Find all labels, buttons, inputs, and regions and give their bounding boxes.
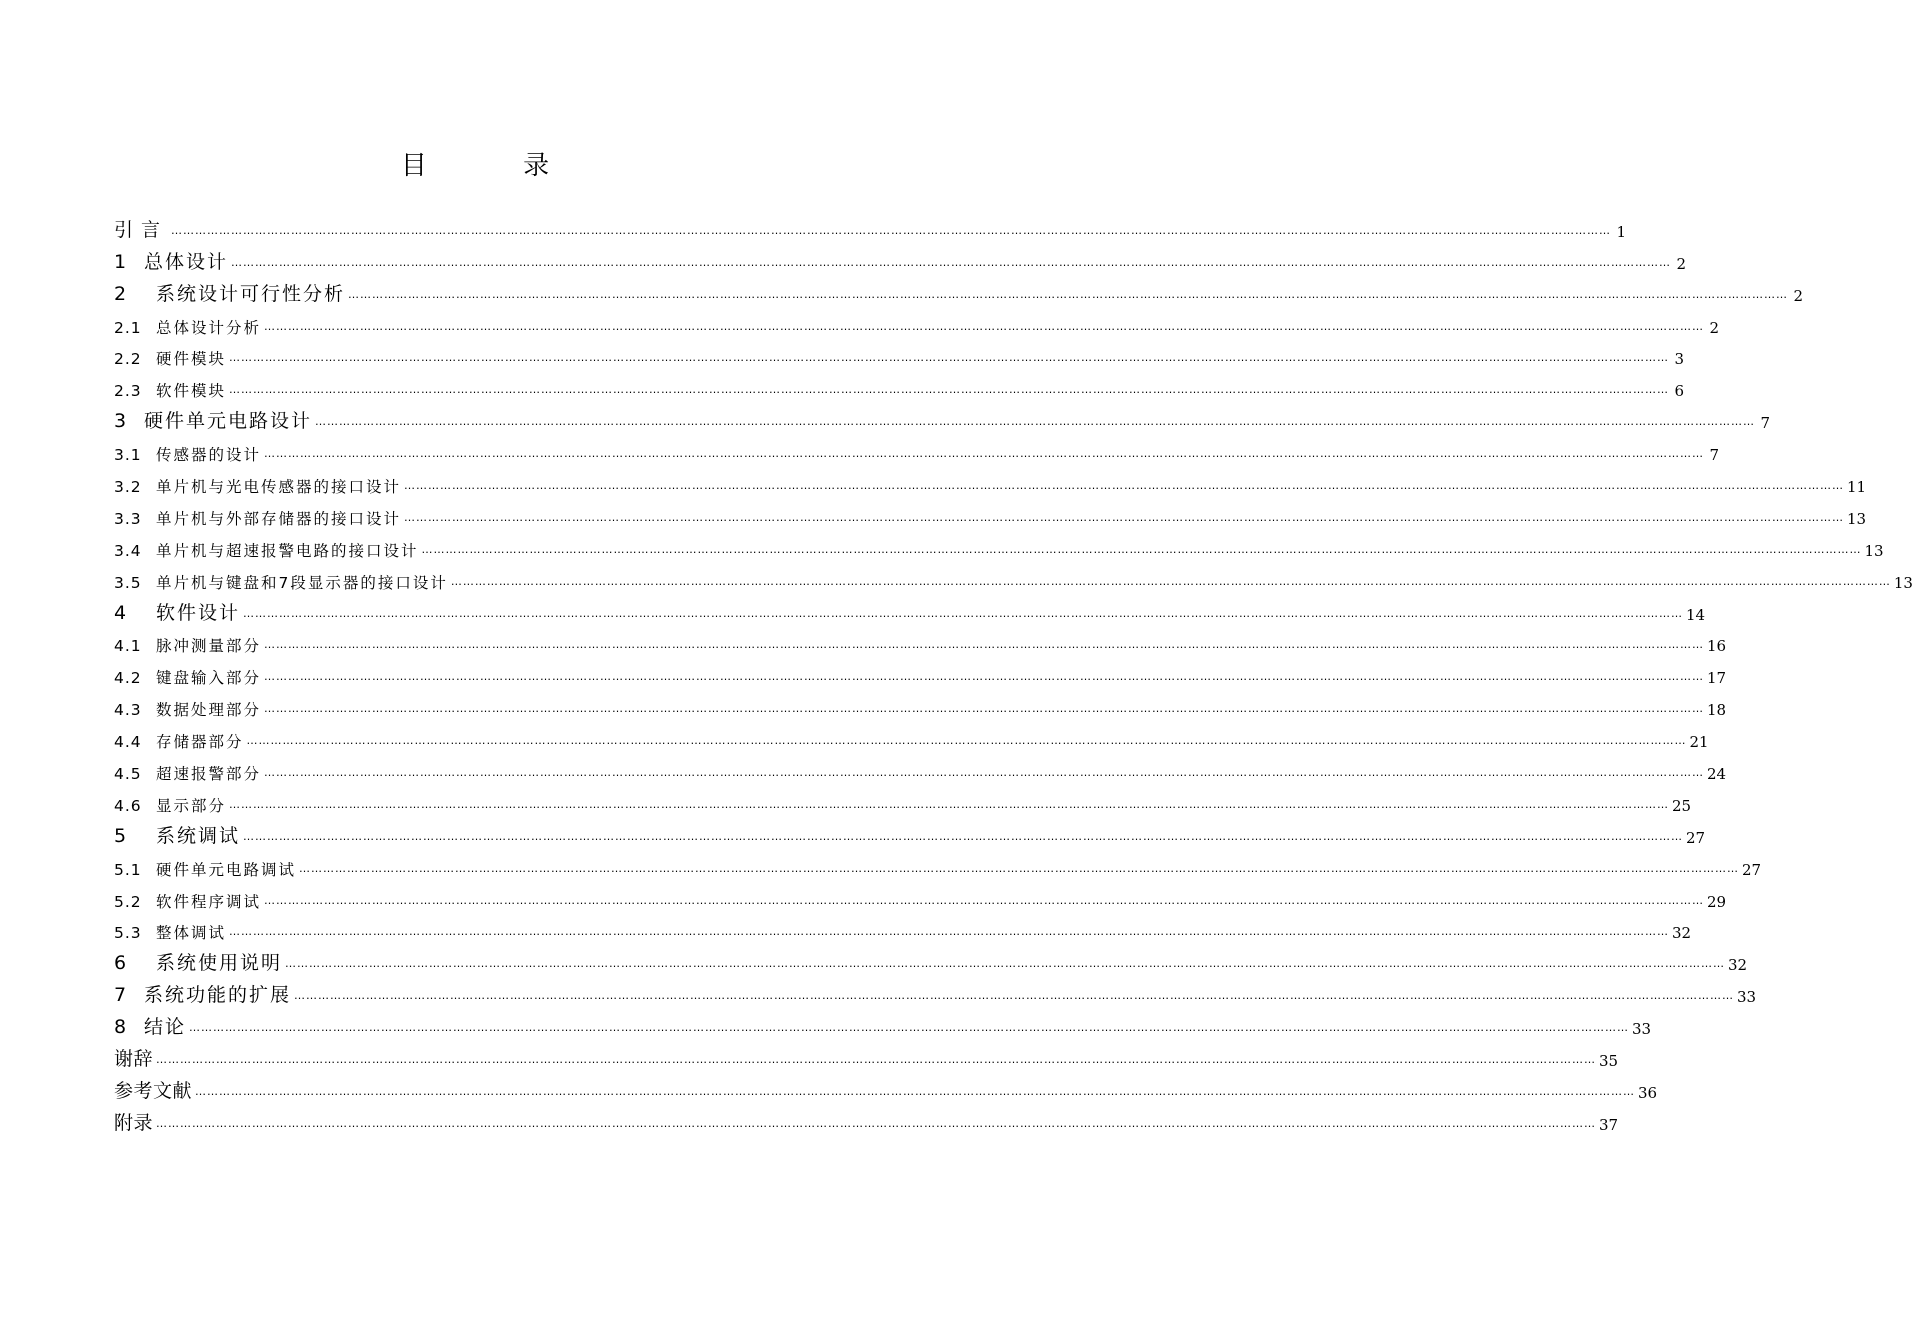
toc-entry-label [114,279,345,306]
toc-entry-label [114,406,312,433]
toc-dot-leader: ……………………………………………………………………………………………………………………………………………………………………………………………………………………………………………………………………………………………………………………………… [156,1053,1597,1067]
toc-entry-number: 4.5 [114,765,142,784]
toc-entry[interactable] [114,433,1720,465]
toc-entry-text: 总体设计分析 [156,318,262,337]
toc-entry-text: 传感器的设计 [156,446,262,465]
toc-entry[interactable] [114,1039,1619,1071]
toc-entry-text: 参考文献 [114,1079,193,1102]
toc-title: 目 录 [400,151,594,181]
toc-entry-text: 数据处理部分 [156,701,262,720]
toc-entry-text: 显示部分 [156,796,227,815]
toc-page-number: 17 [1707,669,1727,688]
toc-entry-label [114,794,226,816]
toc-entry-number: 4.6 [114,796,142,815]
toc-dot-leader: ……………………………………………………………………………………………………………………………………………………………………………………………………………………………………………………………………………………………………………………………… [264,893,1705,907]
toc-entry-number: 2.1 [114,318,142,337]
toc-entry-number: 2.2 [114,350,142,369]
toc-entry-text: 存储器部分 [156,733,244,752]
toc-entry-number: 5.2 [114,892,142,911]
toc-entry-label [114,1044,153,1071]
toc-page-number: 13 [1847,509,1867,528]
toc-entry-label [114,1076,192,1103]
toc-page-number: 35 [1599,1052,1619,1071]
toc-page-number: 27 [1686,828,1706,847]
toc-entry-number: 3.2 [114,478,142,497]
toc-entry-label [114,507,401,529]
toc-entry-label [114,539,419,561]
toc-page-number: 13 [1893,573,1913,592]
toc-page-number: 6 [1674,382,1685,401]
toc-dot-leader: ……………………………………………………………………………………………………………………………………………………………………………………………………………………………………………………………………………………………………………………………… [264,638,1705,652]
toc-page-number: 7 [1709,446,1720,465]
toc-entry-text: 谢辞 [114,1048,154,1071]
toc-page-number: 16 [1707,637,1727,656]
toc-entry-number: 4.2 [114,669,142,688]
toc-page-number: 27 [1742,860,1762,879]
toc-entry-number: 5 [114,824,129,847]
toc-entry-label [114,571,448,593]
toc-entry-label [114,316,261,338]
toc-entry-text: 整体调试 [156,924,227,943]
toc-entry[interactable] [114,1007,1652,1039]
toc-list [114,210,1913,1135]
toc-entry[interactable] [114,306,1720,338]
toc-entry-text: 单片机与外部存储器的接口设计 [156,509,402,528]
toc-entry[interactable] [114,529,1884,561]
toc-entry-number: 5.1 [114,860,142,879]
toc-entry[interactable] [114,912,1692,944]
toc-page-number: 2 [1709,318,1720,337]
toc-entry[interactable] [114,274,1804,306]
toc-entry[interactable] [114,497,1867,529]
toc-page-number: 2 [1676,254,1687,273]
toc-entry[interactable] [114,593,1706,625]
toc-entry-label [114,821,240,848]
toc-entry-text: 单片机与键盘和7段显示器的接口设计 [156,573,448,592]
toc-entry[interactable] [114,656,1727,688]
toc-dot-leader: ……………………………………………………………………………………………………………………………………………………………………………………………………………………………………………………………………………………………………………………………… [195,1084,1636,1098]
toc-page-number: 33 [1737,988,1757,1007]
toc-page-number: 32 [1672,924,1692,943]
toc-entry-text: 键盘输入部分 [156,669,262,688]
toc-entry-label [114,666,261,688]
toc-entry-label [114,890,261,912]
toc-entry-number: 4.4 [114,733,142,752]
toc-entry[interactable] [114,975,1757,1007]
toc-dot-leader: ……………………………………………………………………………………………………………………………………………………………………………………………………………………………………………………………………………………………………………………………… [229,351,1670,365]
toc-dot-leader: ……………………………………………………………………………………………………………………………………………………………………………………………………………………………………………………………………………………………………………………………… [264,702,1705,716]
toc-entry-label [114,443,261,465]
toc-dot-leader: ……………………………………………………………………………………………………………………………………………………………………………………………………………………………………………………………………………………………………………………………… [264,447,1705,461]
toc-entry-label [114,698,261,720]
toc-entry-number: 4.3 [114,701,142,720]
toc-entry-label [114,980,291,1007]
toc-entry-number: 2.3 [114,382,142,401]
toc-dot-leader: ……………………………………………………………………………………………………………………………………………………………………………………………………………………………………………………………………………………………………………………………… [264,670,1705,684]
toc-entry-label [114,762,261,784]
toc-entry-text: 引言 [114,218,169,241]
toc-entry-number: 3.5 [114,573,142,592]
toc-dot-leader: ……………………………………………………………………………………………………………………………………………………………………………………………………………………………………………………………………………………………………………………………… [229,797,1670,811]
toc-entry-label [114,598,240,625]
toc-dot-leader: ……………………………………………………………………………………………………………………………………………………………………………………………………………………………………………………………………………………………………………………………… [243,829,1684,843]
toc-page-number: 13 [1864,541,1884,560]
toc-dot-leader: ……………………………………………………………………………………………………………………………………………………………………………………………………………………………………………………………………………………………………………………………… [348,287,1789,301]
toc-dot-leader: ……………………………………………………………………………………………………………………………………………………………………………………………………………………………………………………………………………………………………………………………… [171,223,1612,237]
toc-entry[interactable] [114,625,1727,657]
toc-page-number: 11 [1847,478,1867,497]
toc-dot-leader: ……………………………………………………………………………………………………………………………………………………………………………………………………………………………………………………………………………………………………………………………… [231,255,1672,269]
toc-dot-leader: ……………………………………………………………………………………………………………………………………………………………………………………………………………………………………………………………………………………………………………………………… [315,415,1756,429]
toc-dot-leader: ……………………………………………………………………………………………………………………………………………………………………………………………………………………………………………………………………………………………………………………………… [189,1021,1630,1035]
toc-entry-label [114,247,228,274]
toc-page-number: 3 [1674,350,1685,369]
toc-page-number: 14 [1686,605,1706,624]
toc-entry-number: 5.3 [114,924,142,943]
toc-page-number: 2 [1793,286,1804,305]
toc-entry-number: 4 [114,601,129,624]
toc-entry[interactable] [114,784,1692,816]
toc-entry-text: 脉冲测量部分 [156,637,262,656]
toc-entry-label [114,858,296,880]
toc-page-number: 36 [1638,1083,1658,1102]
toc-entry[interactable] [114,401,1771,433]
toc-entry[interactable] [114,210,1627,242]
toc-page-number: 37 [1599,1115,1619,1134]
toc-entry-text: 硬件模块 [156,350,227,369]
toc-entry-number: 2 [114,282,129,305]
toc-entry-text: 系统设计可行性分析 [156,282,346,305]
toc-entry[interactable] [114,1071,1658,1103]
toc-page-number: 18 [1707,701,1727,720]
toc-dot-leader: ……………………………………………………………………………………………………………………………………………………………………………………………………………………………………………………………………………………………………………………………… [421,542,1862,556]
toc-entry-label [114,730,244,752]
toc-dot-leader: ……………………………………………………………………………………………………………………………………………………………………………………………………………………………………………………………………………………………………………………………… [294,989,1735,1003]
toc-entry-text: 超速报警部分 [156,765,262,784]
toc-entry[interactable] [114,880,1727,912]
toc-entry-text: 单片机与光电传感器的接口设计 [156,478,402,497]
toc-entry[interactable] [114,816,1706,848]
toc-entry-number: 3 [114,410,129,433]
toc-entry[interactable] [114,242,1687,274]
toc-entry[interactable] [114,338,1685,370]
toc-entry-text: 附录 [114,1111,154,1134]
toc-page-number: 1 [1616,222,1627,241]
toc-entry-label [114,347,226,369]
toc-entry[interactable] [114,752,1727,784]
toc-entry-text: 系统调试 [156,824,241,847]
toc-entry-text: 软件程序调试 [156,892,262,911]
toc-dot-leader: ……………………………………………………………………………………………………………………………………………………………………………………………………………………………………………………………………………………………………………………………… [156,1116,1597,1130]
toc-entry[interactable] [114,465,1867,497]
toc-entry[interactable] [114,943,1748,975]
toc-entry-number: 3.1 [114,446,142,465]
toc-dot-leader: ……………………………………………………………………………………………………………………………………………………………………………………………………………………………………………………………………………………………………………………………… [404,479,1845,493]
toc-entry-number: 8 [114,1016,129,1039]
toc-page-number: 29 [1707,892,1727,911]
toc-dot-leader: ……………………………………………………………………………………………………………………………………………………………………………………………………………………………………………………………………………………………………………………………… [264,766,1705,780]
toc-dot-leader: ……………………………………………………………………………………………………………………………………………………………………………………………………………………………………………………………………………………………………………………………… [450,574,1891,588]
toc-dot-leader: ……………………………………………………………………………………………………………………………………………………………………………………………………………………………………………………………………………………………………………………………… [299,861,1740,875]
toc-page-number: 25 [1672,796,1692,815]
toc-dot-leader: ……………………………………………………………………………………………………………………………………………………………………………………………………………………………………………………………………………………………………………………………… [229,925,1670,939]
toc-entry-text: 硬件单元电路设计 [144,410,313,433]
toc-dot-leader: ……………………………………………………………………………………………………………………………………………………………………………………………………………………………………………………………………………………………………………………………… [229,383,1670,397]
toc-page-number: 21 [1689,733,1709,752]
toc-entry-text: 硬件单元电路调试 [156,860,297,879]
toc-entry-label [114,379,226,401]
toc-entry[interactable] [114,720,1709,752]
toc-entry-text: 系统功能的扩展 [144,984,292,1007]
toc-entry-number: 4.1 [114,637,142,656]
toc-entry[interactable] [114,1103,1619,1135]
toc-entry-text: 软件设计 [156,601,241,624]
toc-entry-number: 3.3 [114,509,142,528]
toc-entry-label [114,1012,186,1039]
toc-entry-label [114,475,401,497]
toc-entry-label [114,1108,153,1135]
toc-entry-label [114,921,226,943]
toc-entry-text: 总体设计 [144,250,229,273]
toc-entry-number: 7 [114,984,129,1007]
toc-entry[interactable] [114,369,1685,401]
toc-page-number: 33 [1632,1020,1652,1039]
toc-entry-label [114,634,261,656]
toc-entry[interactable] [114,688,1727,720]
toc-dot-leader: ……………………………………………………………………………………………………………………………………………………………………………………………………………………………………………………………………………………………………………………………… [404,510,1845,524]
toc-entry-text: 软件模块 [156,382,227,401]
toc-dot-leader: ……………………………………………………………………………………………………………………………………………………………………………………………………………………………………………………………………………………………………………………………… [246,734,1687,748]
toc-entry-number: 1 [114,250,129,273]
toc-dot-leader: ……………………………………………………………………………………………………………………………………………………………………………………………………………………………………………………………………………………………………………………………… [243,606,1684,620]
toc-page-number: 7 [1760,414,1771,433]
toc-entry-number: 6 [114,952,129,975]
toc-dot-leader: ……………………………………………………………………………………………………………………………………………………………………………………………………………………………………………………………………………………………………………………………… [264,319,1705,333]
toc-entry[interactable] [114,848,1762,880]
toc-entry-label [114,948,282,975]
toc-entry-label [114,215,168,242]
toc-entry-text: 系统使用说明 [156,952,283,975]
toc-entry-text: 结论 [144,1016,187,1039]
toc-page-number: 32 [1728,956,1748,975]
toc-page-number: 24 [1707,765,1727,784]
toc-entry-number: 3.4 [114,541,142,560]
toc-entry-text: 单片机与超速报警电路的接口设计 [156,541,419,560]
toc-dot-leader: ……………………………………………………………………………………………………………………………………………………………………………………………………………………………………………………………………………………………………………………………… [285,957,1726,971]
toc-entry[interactable] [114,561,1913,593]
